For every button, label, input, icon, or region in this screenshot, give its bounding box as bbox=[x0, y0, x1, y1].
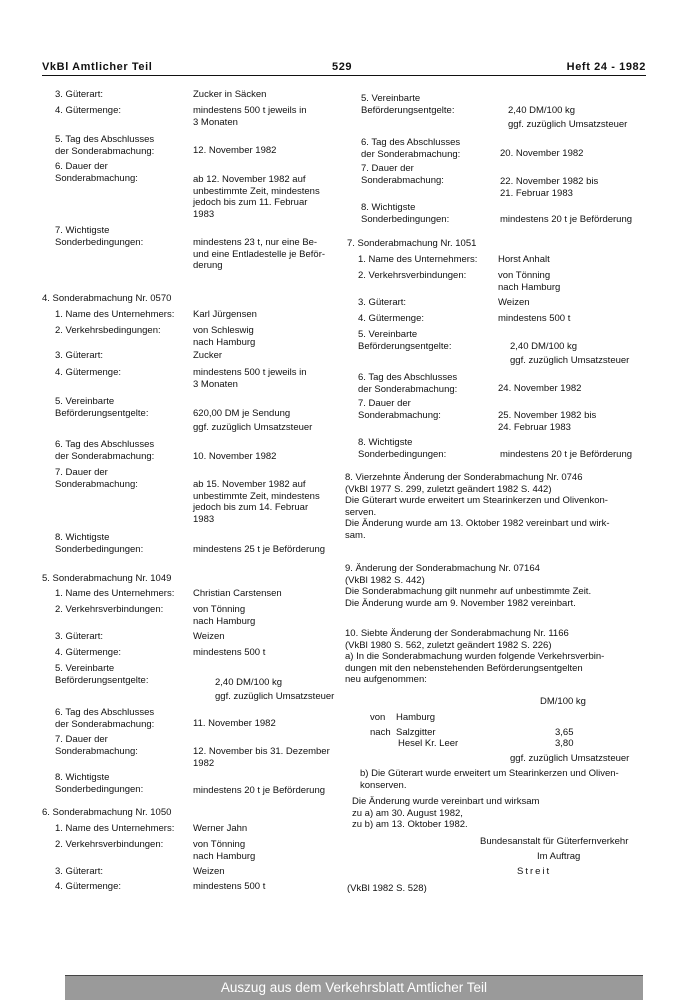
right-s7-1: 1. Name des Unternehmers: bbox=[358, 254, 478, 265]
right-p10-line-4: neu aufgenommen: bbox=[345, 674, 427, 685]
left-s3-4-line-1: Sonderabmachung: bbox=[55, 172, 138, 184]
left-s5-4v: mindestens 500 t bbox=[193, 647, 266, 658]
right-s7-6-line-0: 6. Tag des Abschlusses bbox=[358, 372, 458, 383]
left-s6-4: 4. Gütermenge: bbox=[55, 881, 122, 892]
left-s3-5v-line-1: und eine Entladestelle je Beför- bbox=[193, 248, 326, 260]
left-s5-7v-line-1: 1982 bbox=[193, 757, 215, 769]
left-s3-1: 3. Güterart: bbox=[55, 89, 104, 100]
left-s3-4v-line-3: 1983 bbox=[193, 208, 215, 220]
left-s6-2v-line-0: von Tönning bbox=[193, 839, 246, 850]
left-s5-3: 3. Güterart: bbox=[55, 631, 104, 642]
right-r6-7v-line-0: 22. November 1982 bis bbox=[500, 176, 599, 187]
right-r6-7-line-1: Sonderabmachung: bbox=[361, 174, 444, 186]
left-s3-1v: Zucker in Säcken bbox=[193, 89, 267, 100]
left-s5-5v-line-0: 2,40 DM/100 kg bbox=[215, 677, 283, 688]
left-s3-5v-line-0: mindestens 23 t, nur eine Be- bbox=[193, 237, 318, 248]
left-h4: 4. Sonderabmachung Nr. 0570 bbox=[42, 293, 172, 304]
right-pb-line-0: b) Die Güterart wurde erweitert um Stearinkerzen und Oliven- bbox=[360, 768, 619, 779]
left-s6-3v: Weizen bbox=[193, 866, 225, 877]
left-s5-6v: 11. November 1982 bbox=[193, 718, 276, 729]
right-s7-4: 4. Gütermenge: bbox=[358, 313, 425, 324]
right-final-line-1: zu a) am 30. August 1982, bbox=[352, 807, 463, 819]
right-p10-line-2: a) In die Sonderabmachung wurden folgende Verkehrsverbin- bbox=[345, 651, 605, 662]
left-s6-1: 1. Name des Unternehmers: bbox=[55, 823, 175, 834]
page-number: 529 bbox=[332, 61, 353, 73]
right-p10-line-3: dungen mit den nebenstehenden Beförderungsentgelten bbox=[345, 662, 583, 674]
left-s4-7v-line-0: ab 15. November 1982 auf bbox=[193, 479, 306, 490]
right-r6-5-line-1: Beförderungsentgelte: bbox=[361, 104, 455, 116]
right-s7-8-line-1: Sonderbedingungen: bbox=[358, 448, 447, 460]
left-s5-4: 4. Gütermenge: bbox=[55, 647, 122, 658]
left-s4-6-line-1: der Sonderabmachung: bbox=[55, 450, 155, 462]
left-s5-2v-line-0: von Tönning bbox=[193, 604, 246, 615]
right-salzgitter: Salzgitter bbox=[396, 727, 436, 738]
right-ref: (VkBl 1982 S. 528) bbox=[347, 883, 427, 894]
right-r6-7-line-0: 7. Dauer der bbox=[361, 163, 414, 174]
left-h6: 6. Sonderabmachung Nr. 1050 bbox=[42, 807, 172, 818]
right-s7-6-line-1: der Sonderabmachung: bbox=[358, 383, 458, 395]
left-s4-8-line-1: Sonderbedingungen: bbox=[55, 543, 144, 555]
left-s5-8-line-1: Sonderbedingungen: bbox=[55, 783, 144, 795]
left-s5-1: 1. Name des Unternehmers: bbox=[55, 588, 175, 599]
left-s5-5v-line-1: ggf. zuzüglich Umsatzsteuer bbox=[215, 691, 335, 702]
right-p9-line-3: Die Änderung wurde am 9. November 1982 vereinbart. bbox=[345, 597, 576, 609]
right-p9-line-0: 9. Änderung der Sonderabmachung Nr. 07164 bbox=[345, 563, 540, 574]
right-s7-8v: mindestens 20 t je Beförderung bbox=[500, 449, 633, 460]
left-s5-7-line-1: Sonderabmachung: bbox=[55, 745, 138, 757]
left-s3-5-line-1: Sonderbedingungen: bbox=[55, 236, 144, 248]
right-s7-1v: Horst Anhalt bbox=[498, 254, 550, 265]
left-s5-8v: mindestens 20 t je Beförderung bbox=[193, 785, 326, 796]
left-s4-7-line-0: 7. Dauer der bbox=[55, 467, 108, 478]
right-p8-line-2: Die Güterart wurde erweitert um Stearinkerzen und Olivenkon- bbox=[345, 495, 608, 506]
left-s4-3: 3. Güterart: bbox=[55, 350, 104, 361]
right-p10-line-0: 10. Siebte Änderung der Sonderabmachung Nr. 1166 bbox=[345, 628, 569, 639]
left-s4-7v-line-3: 1983 bbox=[193, 513, 215, 525]
right-pb-line-1: konserven. bbox=[360, 779, 407, 791]
header-right: Heft 24 - 1982 bbox=[566, 61, 646, 73]
right-r6-6-line-1: der Sonderabmachung: bbox=[361, 148, 461, 160]
left-s6-1v: Werner Jahn bbox=[193, 823, 248, 834]
left-s4-7v-line-2: jedoch bis zum 14. Februar bbox=[193, 502, 309, 513]
left-s4-1v: Karl Jürgensen bbox=[193, 309, 257, 320]
right-sig-line-1: Im Auftrag bbox=[537, 851, 581, 862]
left-s6-4v: mindestens 500 t bbox=[193, 881, 266, 892]
right-s7-7v-line-0: 25. November 1982 bis bbox=[498, 410, 597, 421]
right-r6-6-line-0: 6. Tag des Abschlusses bbox=[361, 137, 461, 148]
left-s5-8-line-0: 8. Wichtigste bbox=[55, 772, 110, 783]
right-s7-7v-line-1: 24. Februar 1983 bbox=[498, 421, 571, 433]
right-p9-line-2: Die Sonderabmachung gilt nunmehr auf unbestimmte Zeit. bbox=[345, 586, 592, 597]
right-s7-2: 2. Verkehrsverbindungen: bbox=[358, 270, 467, 281]
right-h7: 7. Sonderabmachung Nr. 1051 bbox=[347, 238, 477, 249]
left-s4-8v: mindestens 25 t je Beförderung bbox=[193, 544, 326, 555]
right-r6-6v: 20. November 1982 bbox=[500, 148, 584, 159]
left-s3-4v-line-0: ab 12. November 1982 auf bbox=[193, 174, 306, 185]
right-r6-5-line-0: 5. Vereinbarte bbox=[361, 93, 421, 104]
left-s4-1: 1. Name des Unternehmers: bbox=[55, 309, 175, 320]
left-s5-6-line-0: 6. Tag des Abschlusses bbox=[55, 707, 155, 718]
left-s3-4-line-0: 6. Dauer der bbox=[55, 161, 108, 172]
left-s4-8-line-0: 8. Wichtigste bbox=[55, 532, 110, 543]
left-s4-3v: Zucker bbox=[193, 350, 223, 361]
right-von: von bbox=[370, 712, 386, 723]
left-s4-2v-line-1: nach Hamburg bbox=[193, 336, 256, 348]
right-s7-3v: Weizen bbox=[498, 297, 530, 308]
left-h5: 5. Sonderabmachung Nr. 1049 bbox=[42, 573, 172, 584]
left-s5-6-line-1: der Sonderabmachung: bbox=[55, 718, 155, 730]
left-s4-4: 4. Gütermenge: bbox=[55, 367, 122, 378]
left-s3-3-line-0: 5. Tag des Abschlusses bbox=[55, 134, 155, 145]
left-s3-3v: 12. November 1982 bbox=[193, 145, 277, 156]
page-header bbox=[42, 62, 646, 76]
right-s7-7-line-1: Sonderabmachung: bbox=[358, 409, 441, 421]
left-s6-3: 3. Güterart: bbox=[55, 866, 104, 877]
right-p9-line-1: (VkBl 1982 S. 442) bbox=[345, 574, 425, 586]
left-s4-5-line-0: 5. Vereinbarte bbox=[55, 396, 115, 407]
left-s5-5-line-1: Beförderungsentgelte: bbox=[55, 674, 149, 686]
left-s3-4v-line-1: unbestimmte Zeit, mindestens bbox=[193, 185, 320, 197]
left-s3-5v-line-2: derung bbox=[193, 260, 223, 271]
left-s5-2v-line-1: nach Hamburg bbox=[193, 615, 256, 627]
left-s5-2: 2. Verkehrsverbindungen: bbox=[55, 604, 164, 615]
right-s7-4v: mindestens 500 t bbox=[498, 313, 571, 324]
left-s3-3-line-1: der Sonderabmachung: bbox=[55, 145, 155, 157]
right-p8-line-1: (VkBl 1977 S. 299, zuletzt geändert 1982 S. 442) bbox=[345, 483, 552, 495]
left-s5-5-line-0: 5. Vereinbarte bbox=[55, 663, 115, 674]
left-s4-5v-line-1: ggf. zuzüglich Umsatzsteuer bbox=[193, 422, 313, 433]
right-hesel: Hesel Kr. Leer bbox=[398, 738, 459, 749]
right-ust: ggf. zuzüglich Umsatzsteuer bbox=[510, 753, 630, 764]
left-s6-2v-line-1: nach Hamburg bbox=[193, 850, 256, 862]
right-s7-2v-line-0: von Tönning bbox=[498, 270, 551, 281]
right-r6-5v-line-0: 2,40 DM/100 kg bbox=[508, 105, 576, 116]
right-sig-line-2: Streit bbox=[517, 866, 552, 877]
right-sig-line-0: Bundesanstalt für Güterfernverkehr bbox=[480, 836, 629, 847]
left-s4-5-line-1: Beförderungsentgelte: bbox=[55, 407, 149, 419]
left-s3-5-line-0: 7. Wichtigste bbox=[55, 225, 110, 236]
left-s5-1v: Christian Carstensen bbox=[193, 588, 282, 599]
left-s3-2v-line-0: mindestens 500 t jeweils in bbox=[193, 105, 307, 116]
left-s5-3v: Weizen bbox=[193, 631, 225, 642]
right-s7-6v: 24. November 1982 bbox=[498, 383, 582, 394]
right-p8-line-0: 8. Vierzehnte Änderung der Sonderabmachung Nr. 0746 bbox=[345, 472, 583, 483]
right-s7-3: 3. Güterart: bbox=[358, 297, 407, 308]
left-s5-7-line-0: 7. Dauer der bbox=[55, 734, 108, 745]
left-s4-2v-line-0: von Schleswig bbox=[193, 325, 254, 336]
left-s3-2v-line-1: 3 Monaten bbox=[193, 116, 238, 128]
right-v1: 3,65 bbox=[555, 727, 574, 738]
right-s7-5v-line-0: 2,40 DM/100 kg bbox=[510, 341, 578, 352]
left-s5-7v-line-0: 12. November bis 31. Dezember bbox=[193, 746, 330, 757]
left-s4-4v-line-1: 3 Monaten bbox=[193, 378, 238, 390]
left-s4-4v-line-0: mindestens 500 t jeweils in bbox=[193, 367, 307, 378]
left-s6-2: 2. Verkehrsverbindungen: bbox=[55, 839, 164, 850]
left-s4-6-line-0: 6. Tag des Abschlusses bbox=[55, 439, 155, 450]
left-s3-4v-line-2: jedoch bis zum 11. Februar bbox=[193, 197, 308, 208]
right-r6-7v-line-1: 21. Februar 1983 bbox=[500, 187, 573, 199]
right-s7-7-line-0: 7. Dauer der bbox=[358, 398, 411, 409]
right-r6-8-line-0: 8. Wichtigste bbox=[361, 202, 416, 213]
right-final-line-2: zu b) am 13. Oktober 1982. bbox=[352, 819, 468, 830]
left-s3-2: 4. Gütermenge: bbox=[55, 105, 122, 116]
right-s7-5-line-1: Beförderungsentgelte: bbox=[358, 340, 452, 352]
right-r6-8v: mindestens 20 t je Beförderung bbox=[500, 214, 633, 225]
right-p8-line-3: serven. bbox=[345, 506, 377, 518]
left-s4-6v: 10. November 1982 bbox=[193, 451, 277, 462]
left-s4-7v-line-1: unbestimmte Zeit, mindestens bbox=[193, 490, 320, 502]
left-s4-5v-line-0: 620,00 DM je Sendung bbox=[193, 408, 291, 419]
right-v2: 3,80 bbox=[555, 738, 574, 749]
right-p8-line-5: sam. bbox=[345, 529, 366, 541]
right-nach: nach bbox=[370, 727, 391, 738]
right-r6-8-line-1: Sonderbedingungen: bbox=[361, 213, 450, 225]
right-final-line-0: Die Änderung wurde vereinbart und wirksam bbox=[352, 796, 540, 807]
right-s7-2v-line-1: nach Hamburg bbox=[498, 281, 561, 293]
right-r6-5v-line-1: ggf. zuzüglich Umsatzsteuer bbox=[508, 119, 628, 130]
right-p10-line-1: (VkBl 1980 S. 562, zuletzt geändert 1982 S. 226) bbox=[345, 639, 552, 651]
right-s7-8-line-0: 8. Wichtigste bbox=[358, 437, 413, 448]
right-s7-5v-line-1: ggf. zuzüglich Umsatzsteuer bbox=[510, 355, 630, 366]
right-p8-line-4: Die Änderung wurde am 13. Oktober 1982 vereinbart und wirk- bbox=[345, 518, 610, 529]
left-s4-2: 2. Verkehrsbedingungen: bbox=[55, 325, 161, 336]
left-s4-7-line-1: Sonderabmachung: bbox=[55, 478, 138, 490]
right-hamburg: Hamburg bbox=[396, 712, 436, 723]
header-left: VkBl Amtlicher Teil bbox=[42, 61, 153, 73]
right-unit: DM/100 kg bbox=[540, 696, 586, 707]
footer-banner: Auszug aus dem Verkehrsblatt Amtlicher Teil bbox=[65, 975, 643, 1000]
right-s7-5-line-0: 5. Vereinbarte bbox=[358, 329, 418, 340]
